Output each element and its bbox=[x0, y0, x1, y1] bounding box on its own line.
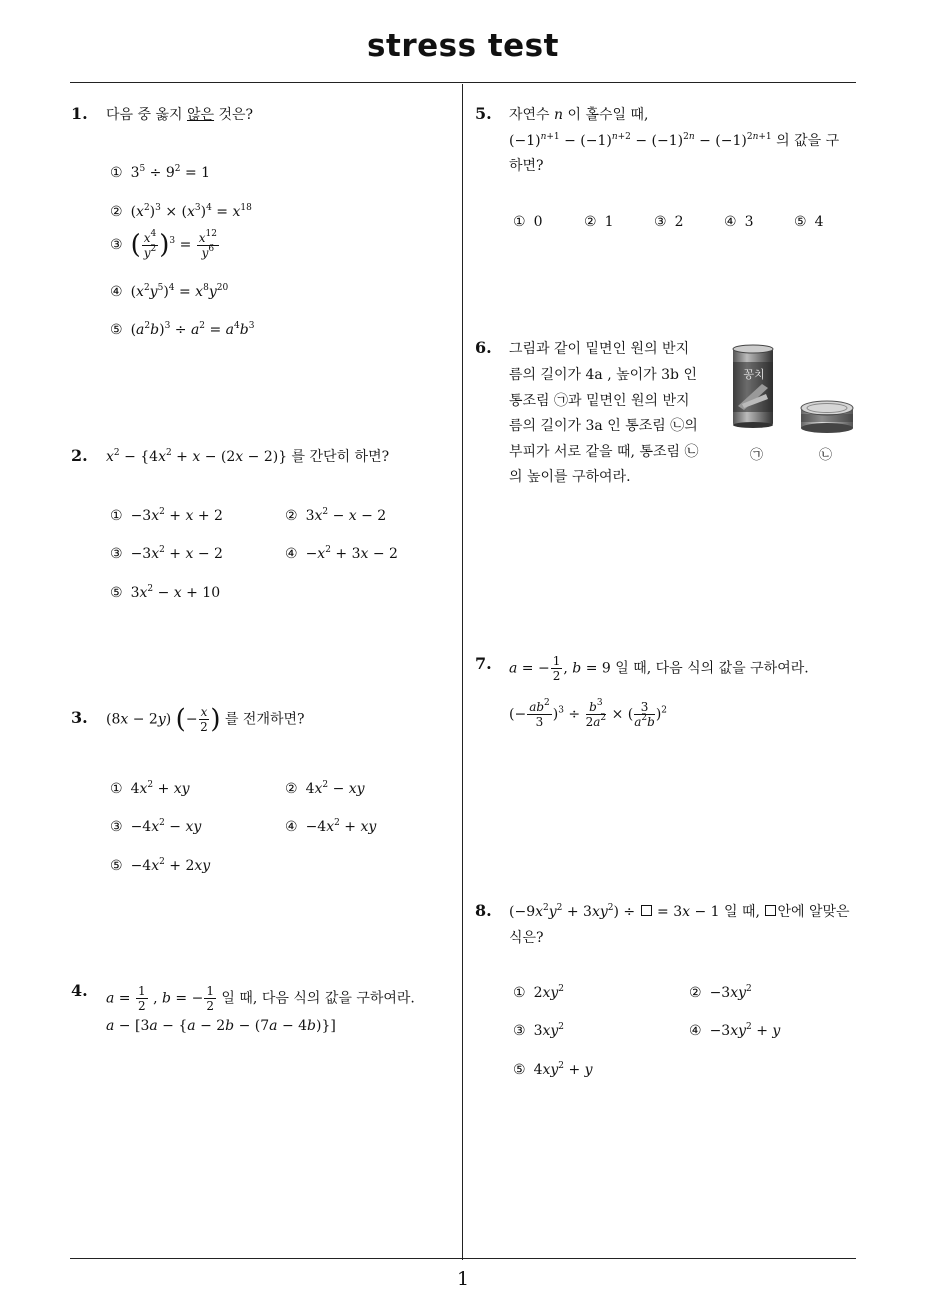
question-prompt-line-3: 하면? bbox=[509, 158, 544, 174]
option-1[interactable]: ① $2xy^2$ bbox=[513, 984, 565, 1001]
svg-text:꽁치: 꽁치 bbox=[743, 368, 765, 381]
question-prompt-line-1: $(-9x^2y^2 + 3xy^2)$ ÷ = 3x − 1 일 때, 안에 알맞은 bbox=[509, 903, 850, 920]
question-line: 통조림 ㉠과 밑면인 원의 반지 bbox=[509, 393, 690, 409]
option-4[interactable]: ④ $-4x^2$ + xy bbox=[285, 818, 377, 835]
option-4[interactable]: ④ $-x^2 + 3x - 2$ bbox=[285, 545, 398, 562]
question-prompt-line-2: $(-1)^{n+1} - (-1)^{n+2} - (-1)^{2n} - (-1)^{2n+1}$ 의 값을 구 bbox=[509, 132, 840, 149]
option-5[interactable]: ⑤ $4xy^2 + y$ bbox=[513, 1061, 593, 1078]
option-5[interactable]: ⑤ $3x^2 - x + 10$ bbox=[110, 584, 221, 601]
option-2[interactable]: ② $(x^2)^3 \times (x^3)^4 = x^{18}$ bbox=[110, 203, 252, 220]
option-2[interactable]: ② 1 bbox=[584, 214, 614, 230]
column-divider bbox=[462, 84, 463, 1260]
question-prompt: (8x − 2y) (− $\frac{x}{2}$ ) 를 전개하면? bbox=[106, 704, 305, 735]
question-prompt: a = $\frac{1}{2}$ , b = − $\frac{1}{2}$ 일 때, 다음 식의 값을 구하여라. bbox=[106, 984, 415, 1013]
option-3[interactable]: ③ $3xy^2$ bbox=[513, 1022, 565, 1039]
page-title: stress test bbox=[367, 28, 559, 64]
page-number: 1 bbox=[456, 1268, 470, 1290]
bottom-rule bbox=[70, 1258, 856, 1259]
expression: (− $\frac{ab^2}{3}$ )$^3$ ÷ $\frac{b^3}{2a^2}$ × ( $\frac{3}{a^2b}$ )$^2$ bbox=[509, 698, 668, 729]
option-5[interactable]: ⑤ 4 bbox=[794, 214, 824, 230]
option-1[interactable]: ① $4x^2$ + xy bbox=[110, 780, 190, 797]
question-prompt-line-1: 자연수 n 이 홀수일 때, bbox=[509, 107, 649, 123]
question-number: 8. bbox=[475, 901, 492, 920]
question-number: 5. bbox=[475, 104, 492, 123]
question-prompt: $x^2 - \{4x^2 + x - (2x - 2)\}$ 를 간단히 하면? bbox=[106, 448, 390, 465]
question-prompt: 다음 중 옳지 않은 것은? bbox=[106, 107, 254, 123]
option-3[interactable]: ③ $-3x^2 + x - 2$ bbox=[110, 545, 223, 562]
option-1[interactable]: ① $3^5 \div 9^2 = 1$ bbox=[110, 164, 211, 181]
option-2[interactable]: ② $-3xy^2$ bbox=[689, 984, 752, 1001]
image-label: ㉡ bbox=[819, 448, 833, 463]
top-rule bbox=[70, 82, 856, 83]
option-4[interactable]: ④ $(x^2y^5)^4 = x^8y^{20}$ bbox=[110, 283, 229, 300]
option-3[interactable]: ③ ( $\frac{x^4}{y^2}$ )$^3$ = $\frac{x^{12}}{y^6}$ bbox=[110, 228, 217, 260]
question-number: 3. bbox=[71, 708, 88, 727]
flat-can-image bbox=[799, 398, 855, 434]
question-prompt-line-2: 식은? bbox=[509, 930, 544, 946]
question-line: 름의 길이가 3a 인 통조림 ㉡의 bbox=[509, 418, 698, 434]
option-4[interactable]: ④ $-3xy^2 + y$ bbox=[689, 1022, 781, 1039]
option-1[interactable]: ① 0 bbox=[513, 214, 543, 230]
question-line: 름의 길이가 4a , 높이가 3b 인 bbox=[509, 367, 697, 383]
question-number: 1. bbox=[71, 104, 88, 123]
option-1[interactable]: ① $-3x^2 + x + 2$ bbox=[110, 507, 223, 524]
image-label: ㉠ bbox=[750, 448, 764, 463]
option-3[interactable]: ③ $-4x^2$ − xy bbox=[110, 818, 202, 835]
expression: a − [3a − {a − 2b − (7a − 4b)}] bbox=[106, 1018, 336, 1034]
option-5[interactable]: ⑤ $(a^2b)^3 \div a^2 = a^4b^3$ bbox=[110, 321, 255, 338]
option-5[interactable]: ⑤ $-4x^2 + 2xy$ bbox=[110, 857, 211, 874]
option-2[interactable]: ② $3x^2 - x - 2$ bbox=[285, 507, 387, 524]
question-number: 6. bbox=[475, 338, 492, 357]
question-number: 2. bbox=[71, 446, 88, 465]
tall-can-image bbox=[732, 344, 774, 428]
question-prompt: a = − $\frac{1}{2}$ , b = 9 일 때, 다음 식의 값을 구하여라. bbox=[509, 654, 809, 683]
option-3[interactable]: ③ 2 bbox=[654, 214, 684, 230]
question-number: 7. bbox=[475, 654, 492, 673]
question-line: 의 높이를 구하여라. bbox=[509, 469, 631, 485]
option-2[interactable]: ② $4x^2$ − xy bbox=[285, 780, 365, 797]
option-4[interactable]: ④ 3 bbox=[724, 214, 754, 230]
question-line: 그림과 같이 밑면인 원의 반지 bbox=[509, 341, 690, 357]
question-number: 4. bbox=[71, 981, 88, 1000]
question-line: 부피가 서로 같을 때, 통조림 ㉡ bbox=[509, 444, 699, 460]
